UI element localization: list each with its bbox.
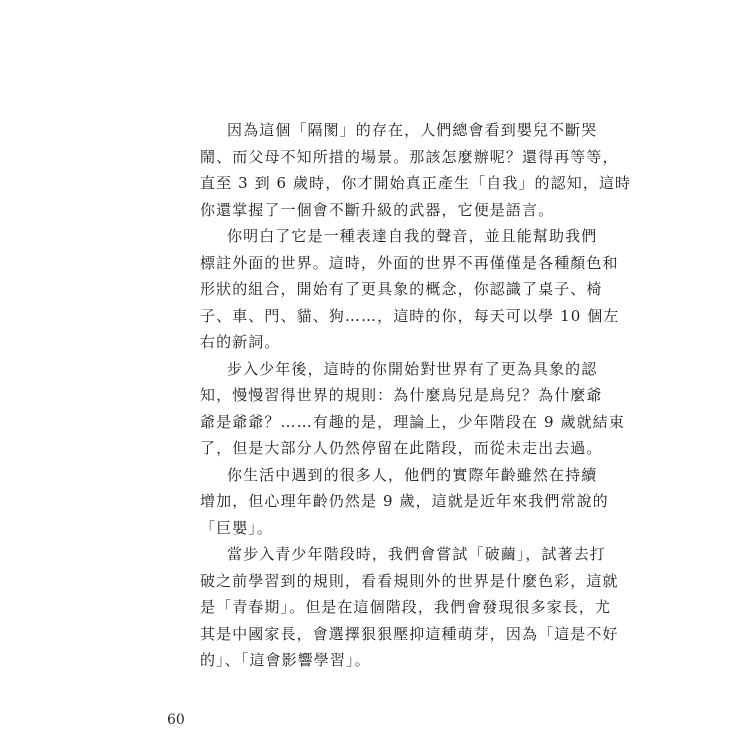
text-line: 你生活中遇到的很多人，他們的實際年齡雖然在持續 [227,465,598,484]
text-line: 你明白了它是一種表達自我的聲音，並且能幫助我們 [227,227,598,245]
text-line: 步入少年後，這時的你開始對世界有了更為具象的認 [227,359,598,378]
text-line: 的」、「這會影響學習」。 [200,651,371,669]
page-number: 60 [167,712,185,728]
text-line: 增加，但心理年齡仍然是 9 歲，這就是近年來我們常說的 [200,492,609,510]
text-line: 知，慢慢習得世界的規則：為什麼鳥兒是鳥兒？為什麼爺 [200,386,603,404]
text-line: 鬧、而父母不知所措的場景。那該怎麼辦呢？還得再等等， [200,147,619,166]
text-line: 破之前學習到的規則，看看規則外的世界是什麼色彩，這就 [200,571,619,590]
body-text [200,117,632,674]
text-line: 形狀的組合，開始有了更具象的概念，你認識了桌子、椅 [200,280,603,298]
text-line: 爺是爺爺？……有趣的是，理論上，少年階段在 9 歲就結束 [200,412,625,431]
text-line: 因為這個「隔閡」的存在，人們總會看到嬰兒不斷哭 [227,121,598,139]
text-line: 了，但是大部分人仍然停留在此階段，而從未走出去過。 [200,439,603,457]
text-line: 當步入青少年階段時，我們會嘗試「破繭」，試著去打 [227,545,606,563]
text-line: 直至 3 到 6 歲時，你才開始真正產生「自我」的認知，這時 [200,174,632,192]
text-line: 是「青春期」。但是在這個階段，我們會發現很多家長，尤 [200,598,612,616]
text-line: 你還掌握了一個會不斷升級的武器，它便是語言。 [200,200,555,219]
text-line: 子、車、門、貓、狗……，這時的你，每天可以學 10 個左 [200,306,620,325]
text-line: 其是中國家長，會選擇狠狠壓抑這種萌芽，因為「這是不好 [200,624,619,643]
text-line: 標註外面的世界。這時，外面的世界不再僅僅是各種顏色和 [200,253,619,272]
text-line: 右的新詞。 [200,333,281,351]
text-line: 「巨嬰」。 [200,518,274,537]
